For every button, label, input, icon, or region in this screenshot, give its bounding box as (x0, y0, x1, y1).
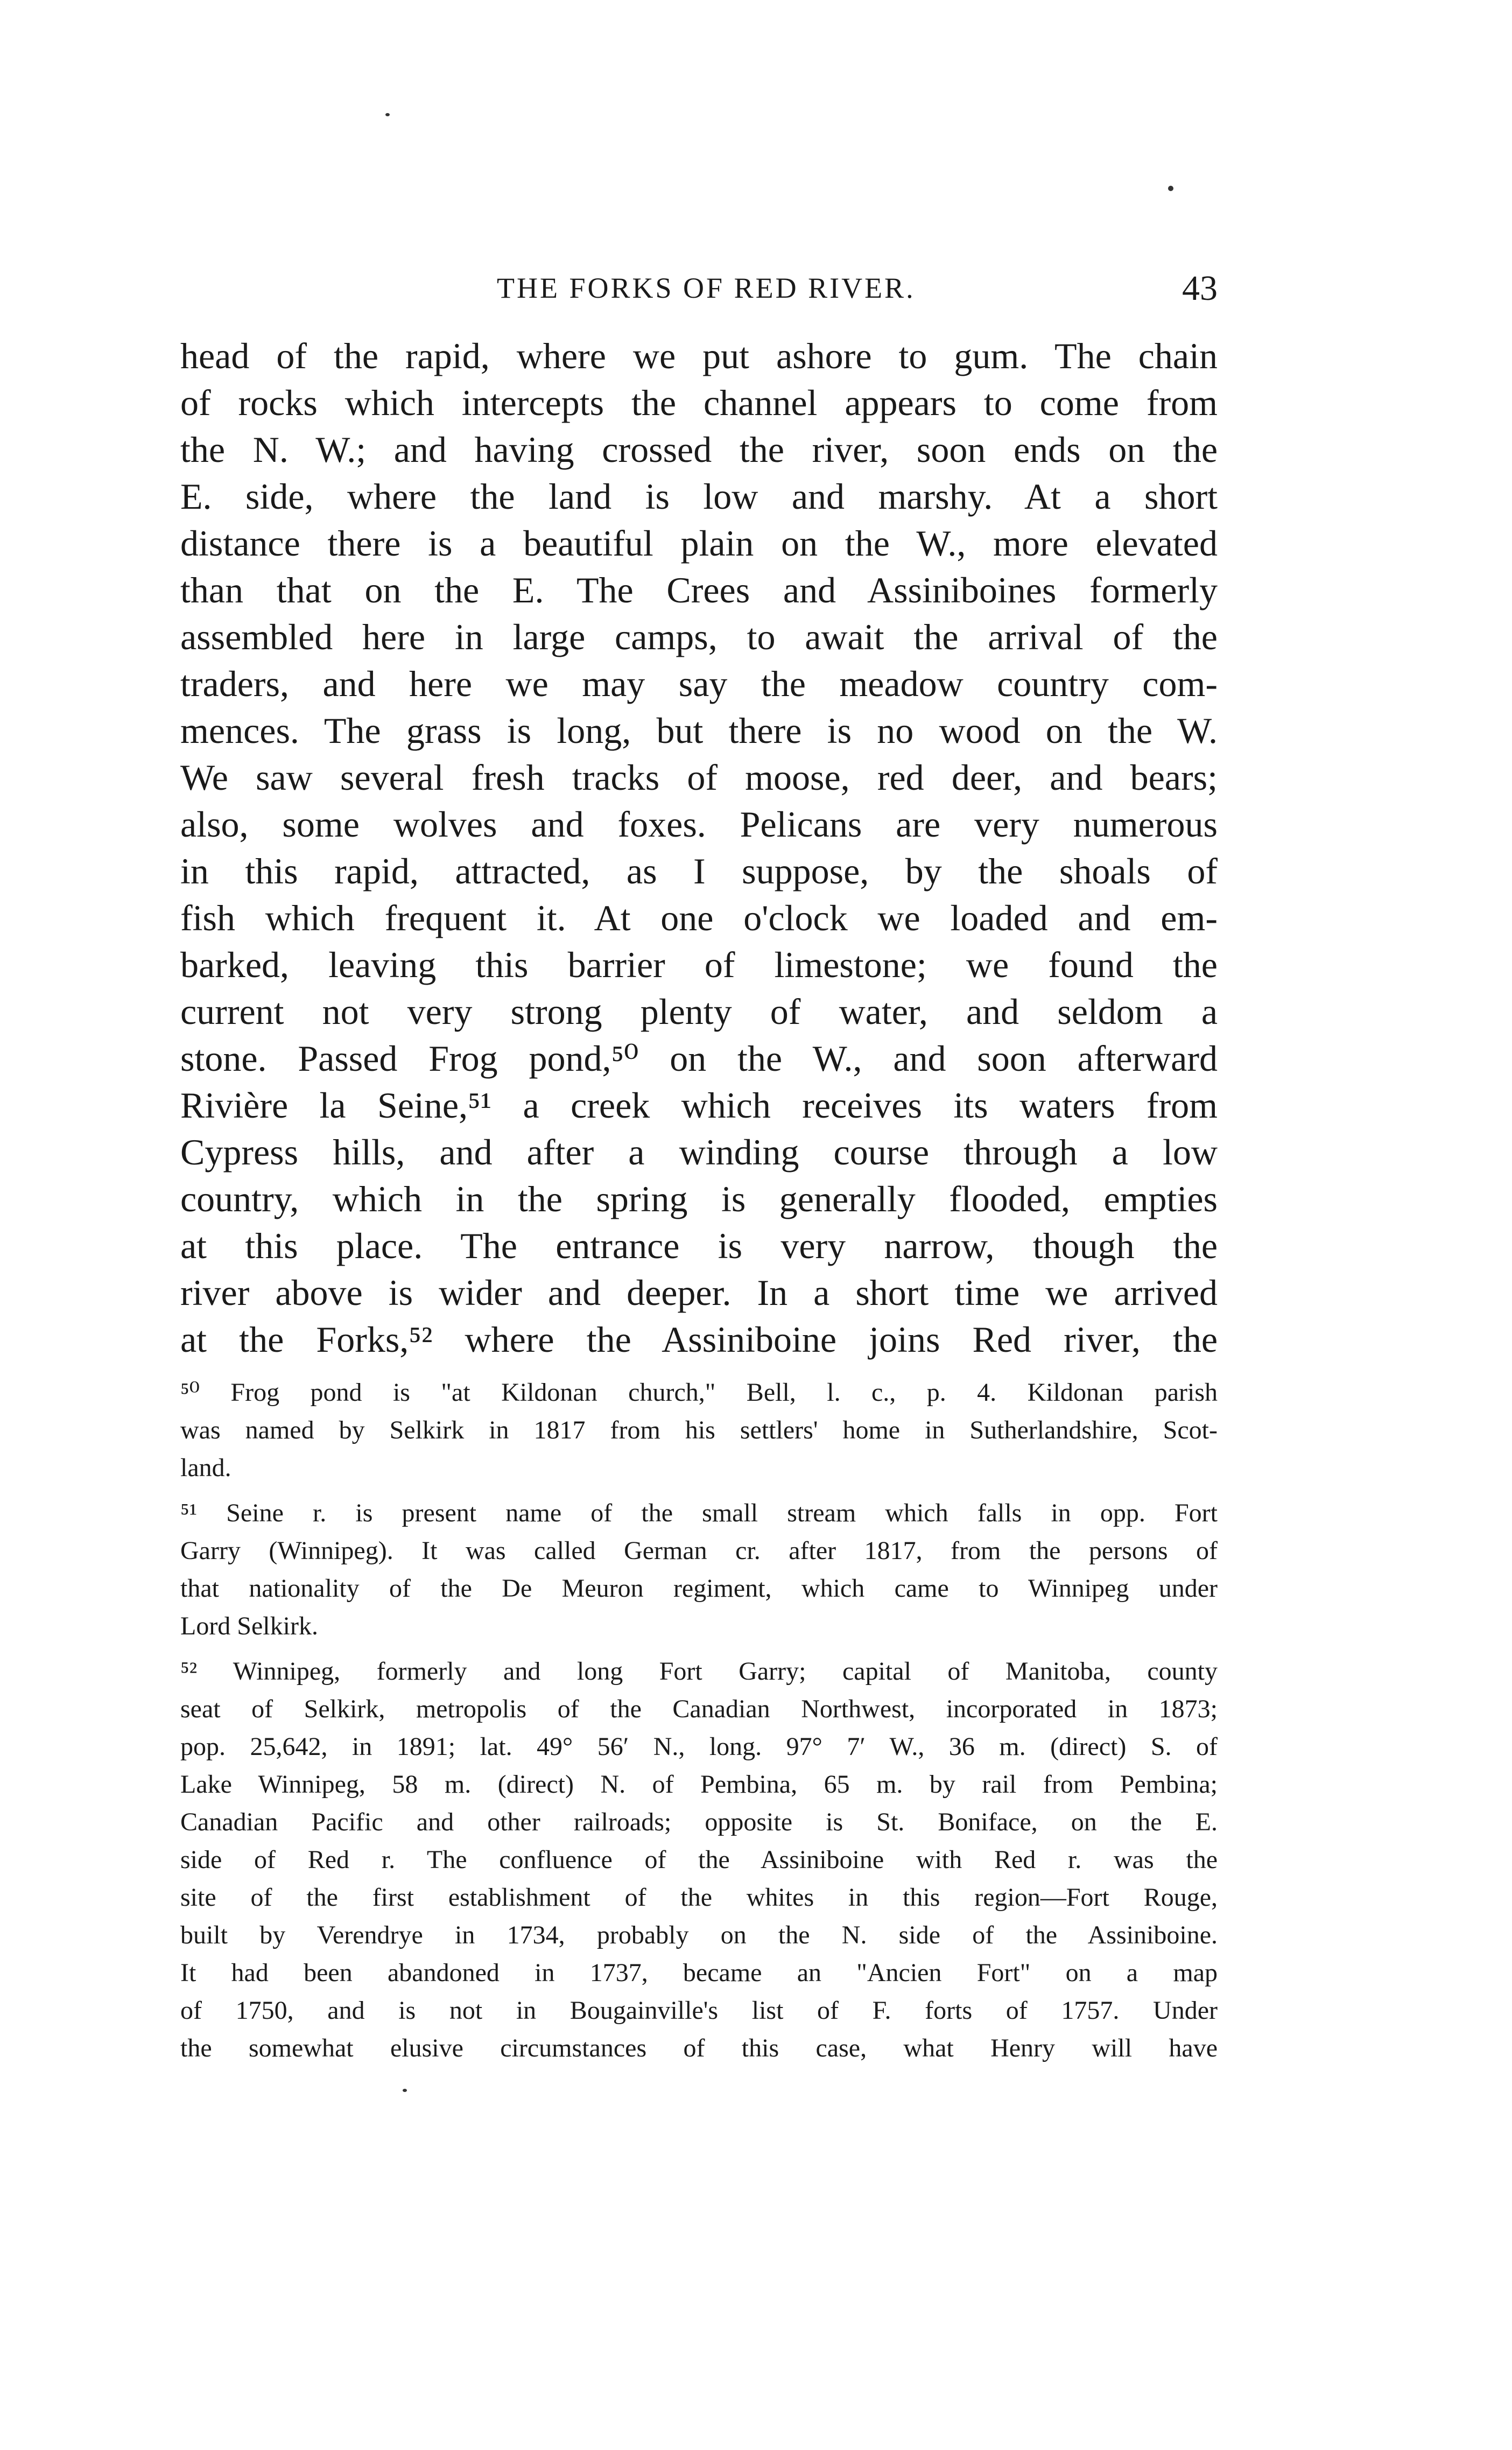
text-line: stone. Passed Frog pond,⁵⁰ on the W., and soon afterward (180, 1038, 1218, 1079)
text-line: distance there is a beautiful plain on the W., more elevated (180, 523, 1218, 564)
text-line: country, which in the spring is generally flooded, empties (180, 1178, 1218, 1219)
footnote-line: Canadian Pacific and other railroads; opposite is St. Boniface, on the E. (180, 1808, 1218, 1836)
text-line: the N. W.; and having crossed the river, soon ends on the (180, 429, 1218, 470)
footnote-line: ⁵¹ Seine r. is present name of the small stream which falls in opp. Fort (180, 1499, 1218, 1527)
footnote-50 (180, 1374, 1218, 1487)
footnote-line: pop. 25,642, in 1891; lat. 49° 56′ N., long. 97° 7′ W., 36 m. (direct) S. of (180, 1732, 1218, 1761)
text-line: Cypress hills, and after a winding course through a low (180, 1132, 1218, 1173)
page-header (180, 268, 1218, 311)
main-text (180, 333, 1218, 1363)
footnote-line: the somewhat elusive circumstances of this case, what Henry will have (180, 2034, 1218, 2062)
text-line: of rocks which intercepts the channel appears to come from (180, 382, 1218, 423)
text-line: river above is wider and deeper. In a short time we arrived (180, 1272, 1218, 1313)
text-line: in this rapid, attracted, as I suppose, by the shoals of (180, 851, 1218, 891)
text-line: fish which frequent it. At one o'clock we loaded and em- (180, 897, 1218, 938)
text-line: at the Forks,⁵² where the Assiniboine joins Red river, the (180, 1319, 1218, 1360)
footnote-line: ⁵² Winnipeg, formerly and long Fort Garry; capital of Manitoba, county (180, 1657, 1218, 1686)
footnote-line: site of the first establishment of the whites in this region—Fort Rouge, (180, 1883, 1218, 1912)
running-title: THE FORKS OF RED RIVER. (497, 272, 916, 304)
text-line: E. side, where the land is low and marshy. At a short (180, 476, 1218, 517)
footnote-line: was named by Selkirk in 1817 from his settlers' home in Sutherlandshire, Scot- (180, 1416, 1218, 1444)
text-line: at this place. The entrance is very narrow, though the (180, 1225, 1218, 1266)
text-line: head of the rapid, where we put ashore to gum. The chain (180, 335, 1218, 376)
footnote-line: Lord Selkirk. (180, 1612, 318, 1640)
footnote-line: Garry (Winnipeg). It was called German cr. after 1817, from the persons of (180, 1536, 1218, 1565)
footnote-line: that nationality of the De Meuron regiment, which came to Winnipeg under (180, 1574, 1218, 1603)
footnote-line: seat of Selkirk, metropolis of the Canadian Northwest, incorporated in 1873; (180, 1695, 1218, 1723)
text-line: than that on the E. The Crees and Assiniboines formerly (180, 570, 1218, 610)
page-number: 43 (1182, 269, 1218, 308)
text-line: traders, and here we may say the meadow country com- (180, 663, 1218, 704)
footnotes (180, 1374, 1218, 2067)
footnote-line: side of Red r. The confluence of the Assiniboine with Red r. was the (180, 1845, 1218, 1874)
footnote-line: land. (180, 1454, 231, 1482)
scan-speck (1168, 186, 1173, 191)
footnote-line: ⁵⁰ Frog pond is "at Kildonan church," Bell, l. c., p. 4. Kildonan parish (180, 1378, 1218, 1407)
scan-speck (385, 113, 390, 116)
text-line: barked, leaving this barrier of limestone; we found the (180, 944, 1218, 985)
footnote-line: It had been abandoned in 1737, became an "Ancien Fort" on a map (180, 1958, 1218, 1987)
text-line: Rivière la Seine,⁵¹ a creek which receives its waters from (180, 1085, 1218, 1126)
text-line: current not very strong plenty of water, and seldom a (180, 991, 1218, 1032)
text-line: mences. The grass is long, but there is no wood on the W. (180, 710, 1218, 751)
footnote-51 (180, 1494, 1218, 1645)
text-line: We saw several fresh tracks of moose, red deer, and bears; (180, 757, 1218, 798)
footnote-line: built by Verendrye in 1734, probably on the N. side of the Assiniboine. (180, 1921, 1218, 1949)
footnote-52 (180, 1653, 1218, 2067)
text-line: assembled here in large camps, to await the arrival of the (180, 616, 1218, 657)
text-line: also, some wolves and foxes. Pelicans are very numerous (180, 804, 1218, 845)
footnote-line: Lake Winnipeg, 58 m. (direct) N. of Pembina, 65 m. by rail from Pembina; (180, 1770, 1218, 1799)
scan-speck (403, 2089, 407, 2092)
footnote-line: of 1750, and is not in Bougainville's list of F. forts of 1757. Under (180, 1996, 1218, 2025)
